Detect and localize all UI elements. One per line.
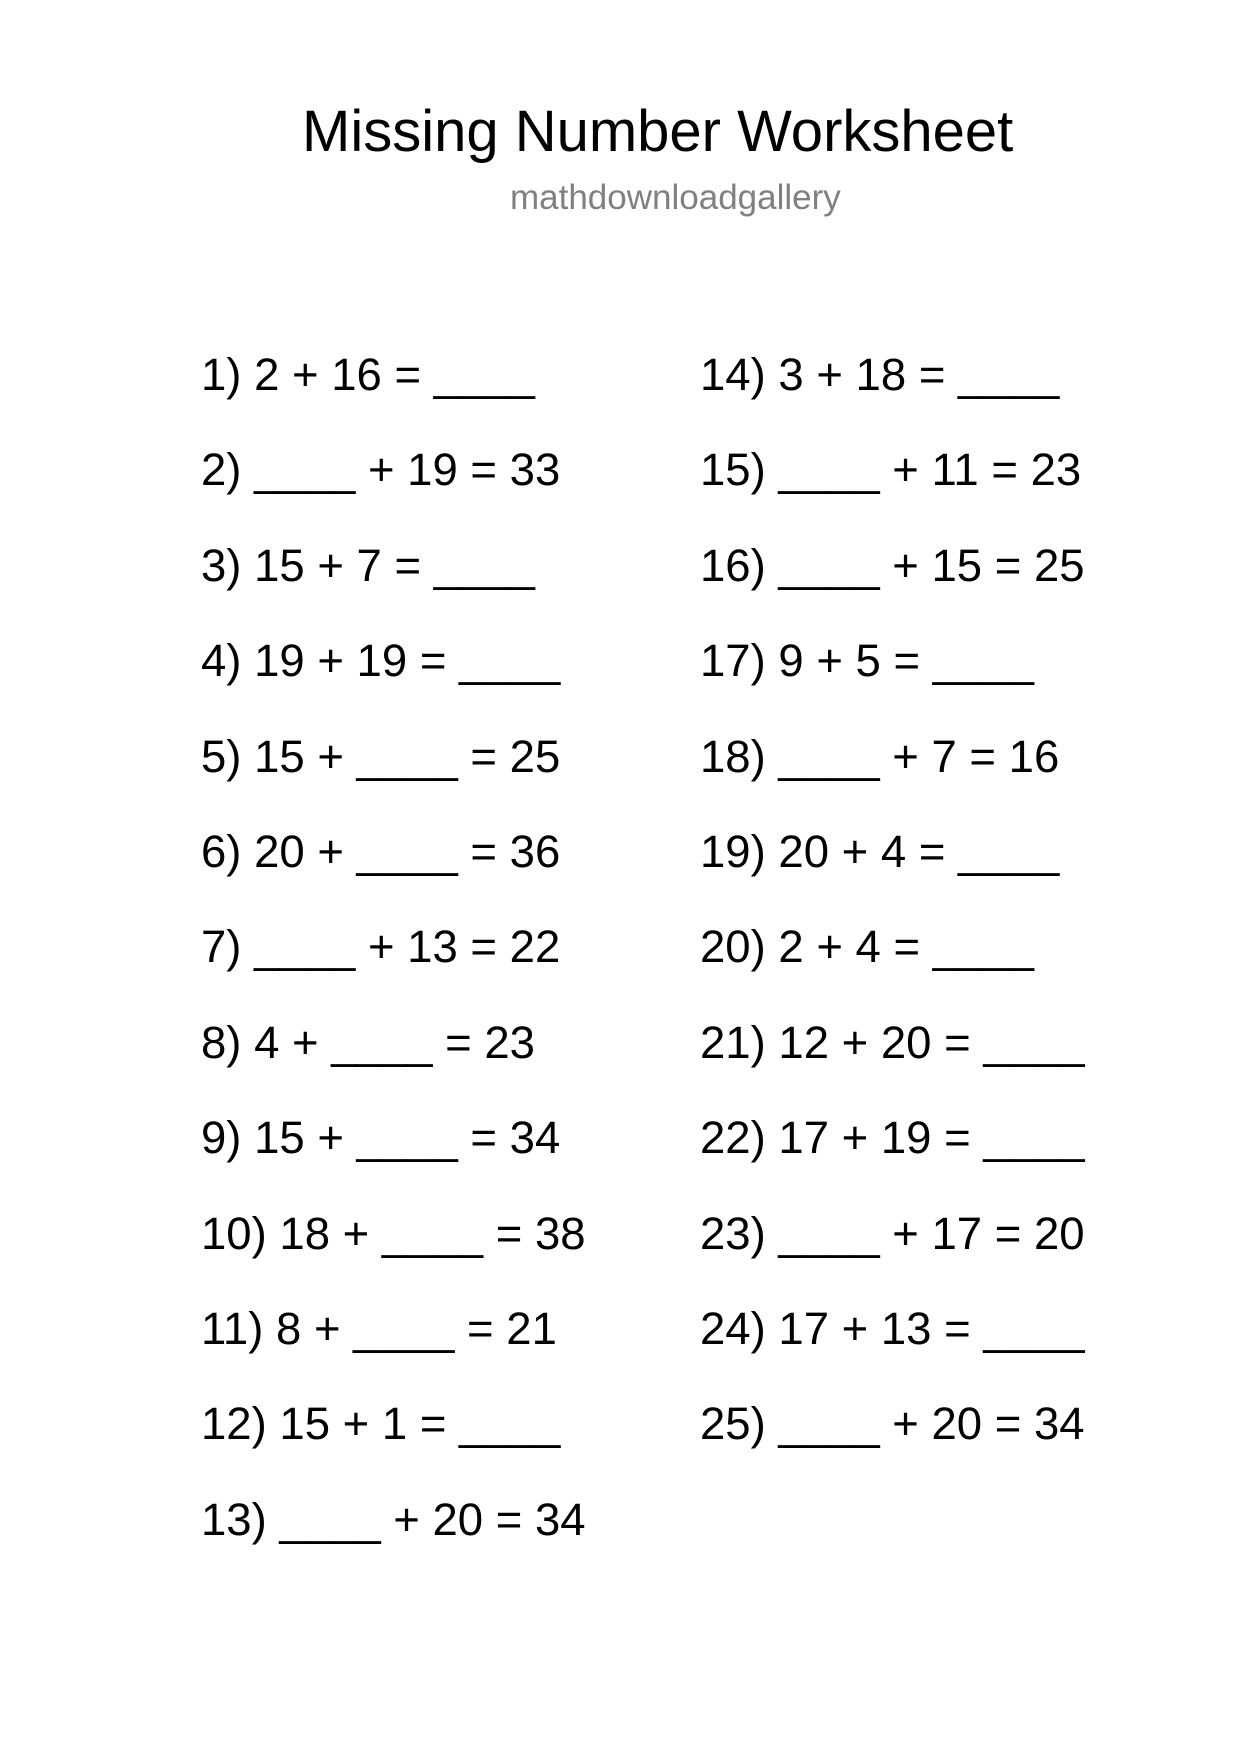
problem-15	[700, 444, 1085, 539]
problem-text: 21) 12 + 20 = ____	[700, 1016, 1085, 1068]
problems-left-column	[201, 349, 586, 1589]
problem-16	[700, 540, 1085, 635]
problems-right-column	[700, 349, 1085, 1494]
problem-6	[201, 826, 586, 921]
problem-24	[700, 1303, 1085, 1398]
problem-text: 17) 9 + 5 = ____	[700, 635, 1034, 687]
problem-11	[201, 1303, 586, 1398]
problem-text: 13) ____ + 20 = 34	[201, 1493, 586, 1545]
problem-3	[201, 540, 586, 635]
problem-20	[700, 921, 1085, 1016]
problem-9	[201, 1112, 586, 1207]
problem-21	[700, 1017, 1085, 1112]
problem-text: 12) 15 + 1 = ____	[201, 1398, 561, 1450]
worksheet-title: Missing Number Worksheet	[302, 99, 1014, 164]
problem-text: 15) ____ + 11 = 23	[700, 444, 1082, 496]
problem-text: 16) ____ + 15 = 25	[700, 539, 1085, 591]
problem-10	[201, 1208, 586, 1303]
problem-5	[201, 731, 586, 826]
problem-23	[700, 1208, 1085, 1303]
problem-text: 19) 20 + 4 = ____	[700, 825, 1060, 877]
problem-text: 24) 17 + 13 = ____	[700, 1302, 1085, 1354]
problem-1	[201, 349, 586, 444]
problem-14	[700, 349, 1085, 444]
problem-text: 4) 19 + 19 = ____	[201, 635, 561, 687]
problem-22	[700, 1112, 1085, 1207]
problem-text: 8) 4 + ____ = 23	[201, 1016, 535, 1068]
problem-text: 11) 8 + ____ = 21	[201, 1302, 557, 1354]
worksheet-source: mathdownloadgallery	[510, 178, 841, 217]
problem-text: 10) 18 + ____ = 38	[201, 1207, 586, 1259]
problem-text: 1) 2 + 16 = ____	[201, 349, 535, 400]
problem-2	[201, 444, 586, 539]
problem-12	[201, 1398, 586, 1493]
problem-8	[201, 1017, 586, 1112]
problem-text: 23) ____ + 17 = 20	[700, 1207, 1085, 1259]
problem-text: 5) 15 + ____ = 25	[201, 730, 561, 782]
problem-text: 6) 20 + ____ = 36	[201, 825, 561, 877]
problem-text: 22) 17 + 19 = ____	[700, 1112, 1085, 1164]
problem-text: 3) 15 + 7 = ____	[201, 539, 535, 591]
problem-text: 18) ____ + 7 = 16	[700, 730, 1060, 782]
problem-7	[201, 921, 586, 1016]
problem-text: 2) ____ + 19 = 33	[201, 444, 561, 496]
problem-text: 7) ____ + 13 = 22	[201, 921, 561, 973]
problem-19	[700, 826, 1085, 921]
problem-text: 20) 2 + 4 = ____	[700, 921, 1034, 973]
problem-text: 14) 3 + 18 = ____	[700, 349, 1060, 400]
problem-text: 9) 15 + ____ = 34	[201, 1112, 561, 1164]
problem-13	[201, 1494, 586, 1589]
problem-25	[700, 1398, 1085, 1493]
problem-text: 25) ____ + 20 = 34	[700, 1398, 1085, 1450]
problem-4	[201, 635, 586, 730]
problem-17	[700, 635, 1085, 730]
problem-18	[700, 731, 1085, 826]
